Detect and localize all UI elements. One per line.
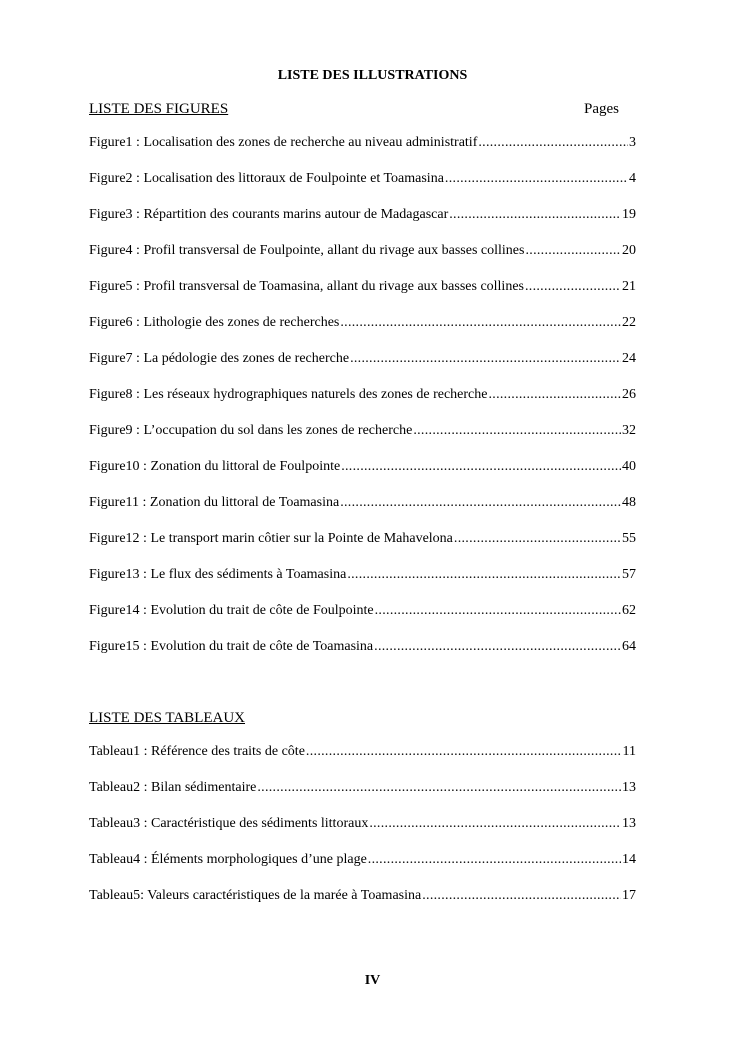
toc-entry-title: Tableau4 : Éléments morphologiques d’une plage xyxy=(89,852,367,867)
toc-entry-page: 26 xyxy=(622,387,636,402)
toc-entry-title: Tableau2 : Bilan sédimentaire xyxy=(89,780,257,795)
toc-entry-title: Figure2 : Localisation des littoraux de Foulpointe et Toamasina xyxy=(89,171,444,186)
dot-leader xyxy=(374,639,621,655)
toc-entry xyxy=(89,531,636,567)
toc-entry-title: Figure9 : L’occupation du sol dans les zones de recherche xyxy=(89,423,413,438)
toc-entry-page: 64 xyxy=(622,639,636,654)
toc-entry-title: Figure1 : Localisation des zones de recherche au niveau administratif xyxy=(89,135,478,150)
toc-entry-page: 62 xyxy=(622,603,636,618)
dot-leader xyxy=(340,495,621,511)
toc-entry-page: 20 xyxy=(622,243,636,258)
toc-entry-title: Figure8 : Les réseaux hydrographiques naturels des zones de recherche xyxy=(89,387,488,402)
dot-leader xyxy=(413,423,621,439)
dot-leader xyxy=(347,567,621,583)
toc-entry xyxy=(89,315,636,351)
dot-leader xyxy=(449,207,621,223)
toc-entry-page: 24 xyxy=(622,351,636,366)
toc-entry-page: 57 xyxy=(622,567,636,582)
toc-entry-page: 17 xyxy=(622,888,636,903)
dot-leader xyxy=(422,888,621,904)
dot-leader xyxy=(454,531,621,547)
toc-entry xyxy=(89,279,636,315)
dot-leader xyxy=(341,459,621,475)
toc-entry xyxy=(89,744,636,780)
toc-entry xyxy=(89,423,636,459)
tables-section-label: LISTE DES TABLEAUX xyxy=(89,710,246,726)
toc-entry xyxy=(89,207,636,243)
toc-entry xyxy=(89,852,636,888)
toc-entry xyxy=(89,387,636,423)
toc-entry-title: Figure15 : Evolution du trait de côte de Toamasina xyxy=(89,639,374,654)
figures-section-label: LISTE DES FIGURES xyxy=(89,101,229,117)
toc-entry-title: Figure4 : Profil transversal de Foulpointe, allant du rivage aux basses collines xyxy=(89,243,525,258)
toc-entry-title: Figure6 : Lithologie des zones de recherches xyxy=(89,315,340,330)
toc-entry xyxy=(89,816,636,852)
toc-entry-page: 13 xyxy=(622,780,636,795)
toc-entry-page: 14 xyxy=(622,852,636,867)
toc-entry-page: 21 xyxy=(622,279,636,294)
toc-entry-title: Figure7 : La pédologie des zones de recherche xyxy=(89,351,350,366)
toc-entry-page: 22 xyxy=(622,315,636,330)
pages-column-label: Pages xyxy=(584,101,619,117)
page-number: IV xyxy=(364,973,381,988)
tables-section-header xyxy=(89,710,619,727)
toc-entry-page: 48 xyxy=(622,495,636,510)
dot-leader xyxy=(306,744,622,760)
toc-entry xyxy=(89,603,636,639)
dot-leader xyxy=(478,135,628,151)
dot-leader xyxy=(350,351,621,367)
toc-entry-page: 4 xyxy=(629,171,636,186)
tables-list xyxy=(89,744,636,924)
toc-entry-page: 55 xyxy=(622,531,636,546)
toc-entry-title: Tableau5: Valeurs caractéristiques de la marée à Toamasina xyxy=(89,888,422,903)
toc-entry-title: Figure10 : Zonation du littoral de Foulpointe xyxy=(89,459,341,474)
figures-list xyxy=(89,135,636,675)
toc-entry xyxy=(89,639,636,675)
toc-entry xyxy=(89,459,636,495)
toc-entry-title: Tableau1 : Référence des traits de côte xyxy=(89,744,305,759)
toc-entry-page: 3 xyxy=(629,135,636,150)
toc-entry-title: Tableau3 : Caractéristique des sédiments littoraux xyxy=(89,816,369,831)
toc-entry-page: 11 xyxy=(622,744,636,759)
dot-leader xyxy=(445,171,628,187)
toc-entry-title: Figure14 : Evolution du trait de côte de Foulpointe xyxy=(89,603,374,618)
dot-leader xyxy=(257,780,621,796)
toc-entry-title: Figure3 : Répartition des courants marins autour de Madagascar xyxy=(89,207,449,222)
toc-entry xyxy=(89,243,636,279)
toc-entry-title: Figure12 : Le transport marin côtier sur la Pointe de Mahavelona xyxy=(89,531,453,546)
dot-leader xyxy=(525,243,621,259)
dot-leader xyxy=(340,315,621,331)
dot-leader xyxy=(488,387,621,403)
toc-entry-page: 13 xyxy=(622,816,636,831)
dot-leader xyxy=(375,603,621,619)
toc-entry-page: 40 xyxy=(622,459,636,474)
toc-entry xyxy=(89,567,636,603)
toc-entry-title: Figure13 : Le flux des sédiments à Toamasina xyxy=(89,567,347,582)
toc-entry xyxy=(89,495,636,531)
dot-leader xyxy=(525,279,621,295)
toc-entry-page: 32 xyxy=(622,423,636,438)
dot-leader xyxy=(369,816,621,832)
toc-entry-page: 19 xyxy=(622,207,636,222)
dot-leader xyxy=(368,852,621,868)
page-title: LISTE DES ILLUSTRATIONS xyxy=(277,68,468,83)
toc-entry-title: Figure5 : Profil transversal de Toamasina, allant du rivage aux basses collines xyxy=(89,279,524,294)
toc-entry xyxy=(89,351,636,387)
figures-section-header xyxy=(89,101,619,118)
toc-entry xyxy=(89,888,636,924)
toc-entry xyxy=(89,171,636,207)
toc-entry xyxy=(89,135,636,171)
toc-entry xyxy=(89,780,636,816)
toc-entry-title: Figure11 : Zonation du littoral de Toamasina xyxy=(89,495,340,510)
